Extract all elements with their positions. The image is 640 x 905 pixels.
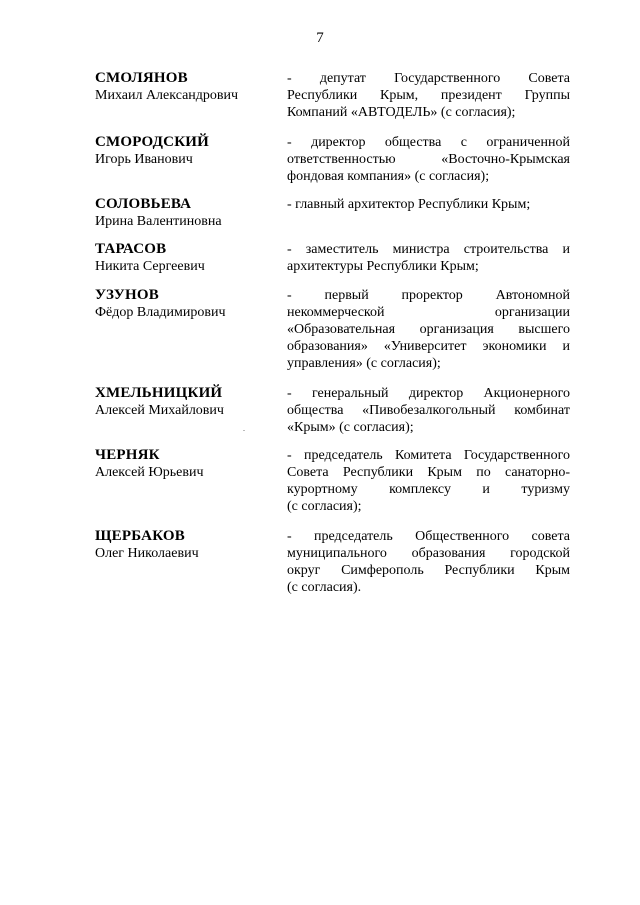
member-given-name: Алексей Юрьевич — [95, 465, 204, 480]
role-line: (с согласия). — [287, 580, 362, 595]
member-role — [287, 134, 570, 185]
member-name — [95, 70, 280, 104]
member-surname: ЧЕРНЯК — [95, 447, 160, 463]
member-role — [287, 447, 570, 515]
role-line: Совета Республики Крым по санаторно- — [287, 465, 570, 480]
member-role — [287, 241, 570, 275]
role-line: - председатель Комитета Государственного — [287, 448, 570, 463]
role-line: округ Симферополь Республики Крым — [287, 563, 570, 578]
member-role — [287, 528, 570, 596]
scan-speck — [243, 430, 245, 431]
role-line: «Крым» (с согласия); — [287, 420, 414, 435]
role-line: (с согласия); — [287, 499, 362, 514]
role-line: - директор общества с ограниченной — [287, 135, 570, 150]
role-line: - председатель Общественного совета — [287, 529, 570, 544]
member-name — [95, 134, 280, 168]
role-line: - главный архитектор Республики Крым; — [287, 197, 531, 212]
member-name — [95, 196, 280, 230]
member-surname: ТАРАСОВ — [95, 241, 167, 257]
member-surname: СМОЛЯНОВ — [95, 70, 188, 86]
member-name — [95, 528, 280, 562]
member-surname: СОЛОВЬЕВА — [95, 196, 192, 212]
member-role — [287, 196, 570, 213]
role-line: - заместитель министра строительства и — [287, 242, 570, 257]
role-line: архитектуры Республики Крым; — [287, 259, 479, 274]
role-line: - генеральный директор Акционерного — [287, 386, 570, 401]
role-line: общества «Пивобезалкогольный комбинат — [287, 403, 570, 418]
role-line: некоммерческой организации — [287, 305, 570, 320]
member-name — [95, 385, 280, 419]
member-surname: ЩЕРБАКОВ — [95, 528, 185, 544]
member-given-name: Алексей Михайлович — [95, 403, 224, 418]
role-line: управления» (с согласия); — [287, 356, 441, 371]
member-given-name: Ирина Валентиновна — [95, 214, 222, 229]
member-surname: СМОРОДСКИЙ — [95, 134, 210, 150]
member-given-name: Олег Николаевич — [95, 546, 199, 561]
member-given-name: Фёдор Владимирович — [95, 305, 226, 320]
member-given-name: Игорь Иванович — [95, 152, 193, 167]
role-line: образования» «Университет экономики и — [287, 339, 570, 354]
role-line: - первый проректор Автономной — [287, 288, 570, 303]
role-line: фондовая компания» (с согласия); — [287, 169, 490, 184]
member-surname: ХМЕЛЬНИЦКИЙ — [95, 385, 223, 401]
role-line: ответственностью «Восточно-Крымская — [287, 152, 570, 167]
role-line: Республики Крым, президент Группы — [287, 88, 570, 103]
member-role — [287, 287, 570, 372]
member-given-name: Михаил Александрович — [95, 88, 239, 103]
role-line: - депутат Государственного Совета — [287, 71, 570, 86]
page-number: 7 — [316, 30, 324, 46]
role-line: муниципального образования городской — [287, 546, 570, 561]
member-name — [95, 447, 280, 481]
member-name — [95, 287, 280, 321]
role-line: курортному комплексу и туризму — [287, 482, 570, 497]
member-surname: УЗУНОВ — [95, 287, 159, 303]
member-role — [287, 70, 570, 121]
member-name — [95, 241, 280, 275]
role-line: «Образовательная организация высшего — [287, 322, 570, 337]
member-given-name: Никита Сергеевич — [95, 259, 205, 274]
role-line: Компаний «АВТОДЕЛЬ» (с согласия); — [287, 105, 516, 120]
member-role — [287, 385, 570, 436]
